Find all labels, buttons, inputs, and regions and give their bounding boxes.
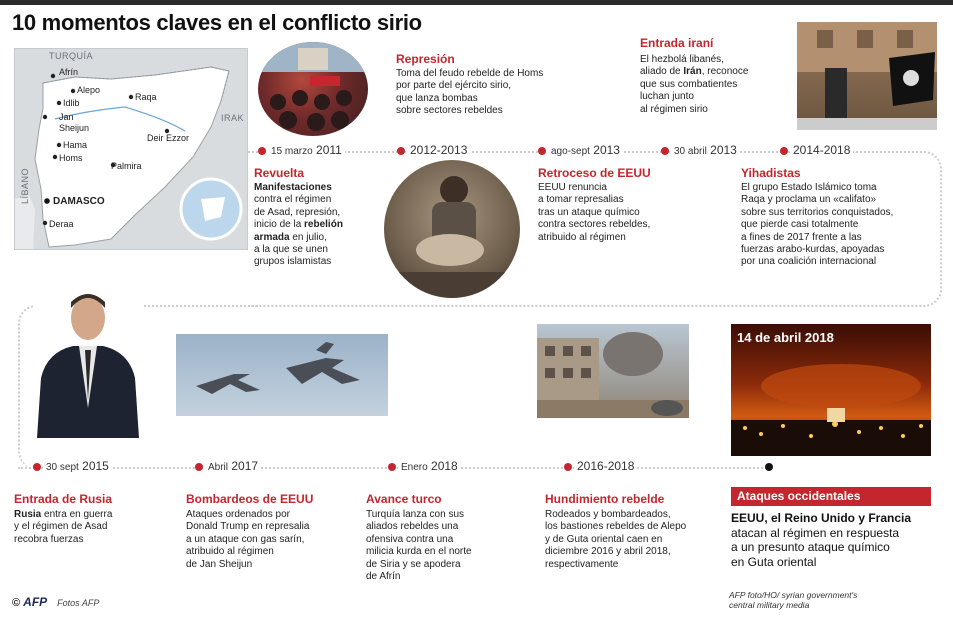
event-text-retroceso <box>538 182 650 244</box>
event-text-revuelta <box>254 182 343 269</box>
afp-credit: © AFP Fotos AFP <box>12 595 100 609</box>
timeline-dot <box>397 147 405 155</box>
label-hama: Hama <box>63 140 88 150</box>
date-2011: 15 marzo 2011 <box>268 143 345 157</box>
event-text-ataques-occidentales <box>731 511 911 569</box>
text-line: los bastiones rebeldes de Alepo <box>545 521 687 533</box>
top-rule <box>0 0 953 5</box>
date-2016-2018: 2016-2018 <box>574 459 637 473</box>
text-line: por una coalición internacional <box>741 256 877 268</box>
event-title-rusia: Entrada de Rusia <box>14 492 113 506</box>
fotos-credit: Fotos AFP <box>57 598 100 608</box>
text-line: a fines de 2017 frente a las <box>741 231 862 243</box>
date-2013-abril: 30 abril 2013 <box>671 143 740 157</box>
text-line: que sus combatientes <box>640 78 738 90</box>
photo-credit: AFP foto/HO/ syrian government's central military media <box>729 590 858 610</box>
date-2015: 30 sept 2015 <box>43 459 112 473</box>
text-line: sobre sectores rebeldes <box>396 105 503 117</box>
label-deir-ezzor: Deir Ezzor <box>147 133 190 143</box>
event-text-bombardeos <box>186 509 309 571</box>
timeline-dot <box>388 463 396 471</box>
photo-fighter-jets <box>176 334 388 416</box>
text-line: Raqa y proclama un «califato» <box>741 194 877 206</box>
photo-assad <box>33 288 143 438</box>
timeline-end-dot <box>765 463 773 471</box>
label-jan-sheijun: Jan Sheijun <box>59 112 90 133</box>
text-line: diciembre 2016 y abril 2018, <box>545 546 671 558</box>
text-line: contra sectores rebeldes, <box>538 219 651 231</box>
event-text-hundimiento <box>545 509 686 571</box>
final-date-flag: 14 de abril 2018 <box>737 330 834 345</box>
timeline-dot <box>564 463 572 471</box>
event-title-revuelta: Revuelta <box>254 166 305 180</box>
text-line: a un presunto ataque químico <box>731 540 890 555</box>
text-line: en Guta oriental <box>731 554 817 569</box>
timeline-dot <box>780 147 788 155</box>
text-line: aliados rebeldes una <box>366 521 459 533</box>
event-title-bombardeos: Bombardeos de EEUU <box>186 492 314 506</box>
label-idlib: Idlib <box>63 98 80 108</box>
event-title-represion: Represión <box>396 52 455 66</box>
text-line: El grupo Estado Islámico toma <box>741 182 877 193</box>
syria-map <box>14 48 248 250</box>
event-title-avance-turco: Avance turco <box>366 492 442 506</box>
timeline-dot <box>538 147 546 155</box>
text-line: al régimen sirio <box>640 103 708 115</box>
event-text-represion <box>396 68 543 118</box>
event-text-entrada-irani <box>640 54 748 116</box>
text-line: a la que se unen <box>254 244 328 256</box>
event-title-retroceso: Retroceso de EEUU <box>538 166 651 180</box>
text-line: Manifestaciones <box>254 182 332 193</box>
text-line: Ataques ordenados por <box>186 509 290 520</box>
event-title-entrada-irani: Entrada iraní <box>640 36 714 50</box>
text-line: Rodeados y bombardeados, <box>545 509 671 520</box>
label-palmira: Palmira <box>111 161 142 171</box>
text-line: que pierde casi totalmente <box>741 219 859 231</box>
event-title-yihadistas: Yihadistas <box>741 166 801 180</box>
event-text-yihadistas <box>741 182 893 269</box>
label-alepo: Alepo <box>77 85 101 95</box>
text-line: sobre sus territorios conquistados, <box>741 206 894 218</box>
date-2013-ago: ago-sept 2013 <box>548 143 623 157</box>
text-line: atribuido al régimen <box>538 231 626 243</box>
label-irak: IRAK <box>221 113 245 123</box>
text-line: recobra fuerzas <box>14 533 84 545</box>
text-line: contra el régimen <box>254 194 332 206</box>
label-damasco: DAMASCO <box>53 196 105 207</box>
text-line: milicia kurda en el norte <box>366 546 472 558</box>
text-line: ofensiva contra una <box>366 533 454 545</box>
event-title-ataques-occidentales: Ataques occidentales <box>731 487 931 506</box>
event-text-rusia <box>14 509 112 546</box>
text-line: Rusia entra en guerra <box>14 509 113 520</box>
text-line: que lanza bombas <box>396 92 478 104</box>
photo-jihadists <box>797 22 937 130</box>
text-line: EEUU renuncia <box>538 182 607 193</box>
text-line: Donald Trump en represalia <box>186 521 310 533</box>
text-line: atribuido al régimen <box>186 546 274 558</box>
text-line: de Jan Sheijun <box>186 558 253 570</box>
text-line: de Asad, represión, <box>254 206 341 218</box>
date-2017: Abril 2017 <box>205 459 261 473</box>
event-text-avance-turco <box>366 509 472 583</box>
text-line: de Afrín <box>366 571 401 583</box>
text-line: a tomar represalias <box>538 194 624 206</box>
timeline-dot <box>195 463 203 471</box>
text-line: y de Guta oriental caen en <box>545 533 663 545</box>
text-line: a un ataque con gas sarín, <box>186 533 305 545</box>
label-libano: LÍBANO <box>20 167 31 205</box>
text-line: EEUU, el Reino Unido y Francia <box>731 511 912 525</box>
label-turquia: TURQUÍA <box>49 51 93 61</box>
text-line: por parte del ejército sirio, <box>396 80 512 92</box>
text-line: fuerzas arabo-kurdas, apoyadas <box>741 244 885 256</box>
timeline-dot <box>33 463 41 471</box>
text-line: respectivamente <box>545 558 619 570</box>
text-line: Toma del feudo rebelde de Homs <box>396 68 544 79</box>
text-line: aliado de Irán, reconoce <box>640 66 749 78</box>
label-afrin: Afrín <box>59 67 79 77</box>
text-line: y el régimen de Asad <box>14 521 108 533</box>
text-line: de Siria y se apodera <box>366 558 461 570</box>
label-homs: Homs <box>59 153 83 163</box>
event-title-hundimiento: Hundimiento rebelde <box>545 492 665 506</box>
text-line: tras un ataque químico <box>538 206 640 218</box>
text-line: luchan junto <box>640 91 694 103</box>
text-line: inicio de la rebelión <box>254 219 343 231</box>
text-line: El hezbolá libanés, <box>640 54 724 65</box>
timeline-dot <box>258 147 266 155</box>
page-title: 10 momentos claves en el conflicto sirio <box>12 10 422 35</box>
date-2014-2018: 2014-2018 <box>790 143 853 157</box>
afp-logo: AFP <box>23 595 48 609</box>
date-2012-2013: 2012-2013 <box>407 143 470 157</box>
text-line: atacan al régimen en respuesta <box>731 525 900 540</box>
label-deraa: Deraa <box>49 219 74 229</box>
text-line: grupos islamistas <box>254 256 332 268</box>
text-line: armada en julio, <box>254 231 327 243</box>
photo-destroyed-city <box>537 324 689 418</box>
text-line: Turquía lanza con sus <box>366 509 465 520</box>
label-raqa: Raqa <box>135 92 157 102</box>
date-2018-enero: Enero 2018 <box>398 459 461 473</box>
timeline-dot <box>661 147 669 155</box>
photo-protest <box>258 42 368 136</box>
